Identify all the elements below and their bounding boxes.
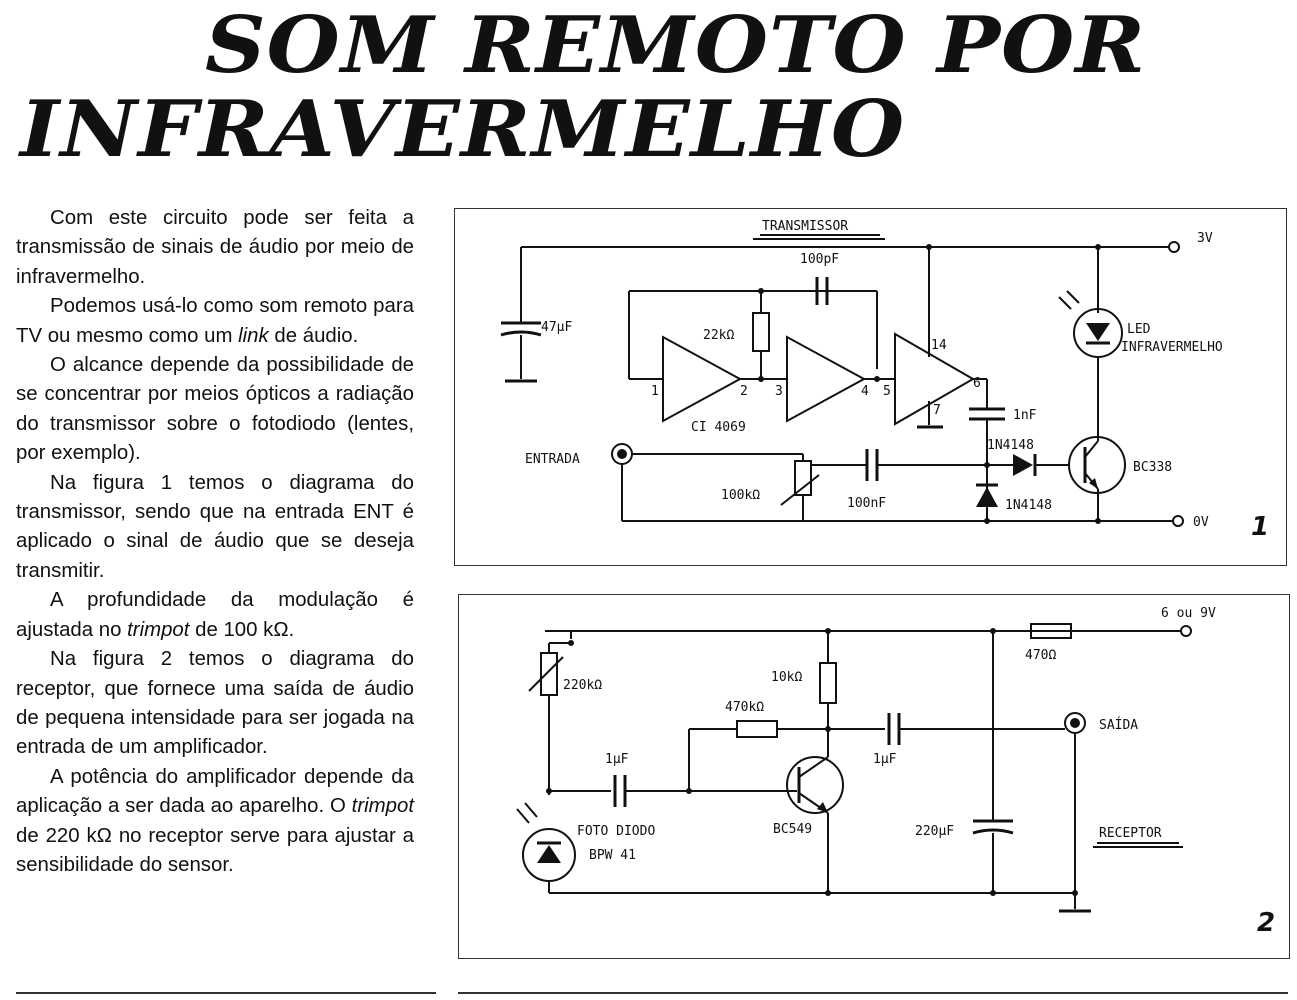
- receiver-schematic: [458, 594, 1290, 959]
- svg-text:470kΩ: 470kΩ: [725, 700, 765, 715]
- figure-2-number: 2: [1257, 908, 1276, 938]
- svg-text:100pF: 100pF: [800, 252, 840, 267]
- figure-1-number: 1: [1251, 512, 1270, 542]
- transmitter-circuit-drawing: [455, 209, 1286, 565]
- receiver-circuit-drawing: [459, 595, 1289, 958]
- paragraph-figure-2: Na figura 2 temos o diagrama do receptor, que fornece uma saída de áudio de pequena intensidade para ser jogada na entrada de um amplificador.: [16, 648, 414, 759]
- svg-text:FOTO DIODO: FOTO DIODO: [577, 824, 656, 839]
- svg-text:1N4148: 1N4148: [987, 438, 1034, 453]
- paragraph-usage: Podemos usá-lo como som remoto para TV ou mesmo como um link de áudio.: [16, 295, 414, 347]
- svg-text:6 ou 9V: 6 ou 9V: [1161, 606, 1216, 621]
- svg-text:14: 14: [931, 338, 947, 353]
- article-title-line-2: INFRAVERMELHO: [20, 83, 906, 175]
- svg-text:2: 2: [740, 384, 748, 399]
- svg-text:3: 3: [775, 384, 783, 399]
- supply-3v-label: 3V: [1197, 231, 1213, 246]
- svg-text:5: 5: [883, 384, 891, 399]
- transmitter-schematic: [454, 208, 1287, 566]
- article-title-line-1: SOM REMOTO POR: [205, 0, 1147, 91]
- svg-text:7: 7: [933, 403, 941, 418]
- svg-text:47μF: 47μF: [541, 320, 573, 335]
- svg-text:4: 4: [861, 384, 869, 399]
- svg-text:1μF: 1μF: [873, 752, 897, 767]
- resistor-10k: [820, 663, 836, 703]
- svg-text:BC338: BC338: [1133, 460, 1173, 475]
- svg-text:BC549: BC549: [773, 822, 813, 837]
- svg-text:1N4148: 1N4148: [1005, 498, 1052, 513]
- svg-text:CI 4069: CI 4069: [691, 420, 746, 435]
- svg-text:1: 1: [651, 384, 659, 399]
- footer-rule-left: [16, 992, 436, 994]
- svg-text:22kΩ: 22kΩ: [703, 328, 735, 343]
- trimpot-100k: [795, 461, 811, 495]
- svg-text:BPW 41: BPW 41: [589, 848, 636, 863]
- footer-rule-right: [458, 992, 1288, 994]
- svg-text:1μF: 1μF: [605, 752, 629, 767]
- paragraph-intro: Com este circuito pode ser feita a transmissão de sinais de áudio por meio de infravermelho.: [16, 207, 414, 288]
- transmitter-heading: TRANSMISSOR: [762, 219, 849, 234]
- trimpot-220k: [541, 653, 557, 695]
- diode-1n4148-shunt: [976, 487, 998, 507]
- resistor-22k: [753, 313, 769, 351]
- svg-text:0V: 0V: [1193, 515, 1209, 530]
- inverter-1: [663, 337, 740, 421]
- receiver-heading: RECEPTOR: [1099, 826, 1162, 841]
- paragraph-power: A potência do amplificador depende da aplicação a ser dada ao aparelho. O trimpot de 220 kΩ no receptor serve para ajustar a sensibilidade do sensor.: [16, 765, 414, 876]
- svg-text:1nF: 1nF: [1013, 408, 1037, 423]
- article-body: [16, 204, 414, 880]
- svg-text:100nF: 100nF: [847, 496, 887, 511]
- svg-text:LED: LED: [1127, 322, 1151, 337]
- resistor-470k: [737, 721, 777, 737]
- transistor-bc338: [1069, 437, 1125, 493]
- paragraph-figure-1: Na figura 1 temos o diagrama do transmissor, sendo que na entrada ENT é aplicado o sinal de áudio que se deseja transmitir.: [16, 471, 414, 582]
- ground-0v-terminal: [1173, 516, 1183, 526]
- svg-text:6: 6: [973, 376, 981, 391]
- svg-text:ENTRADA: ENTRADA: [525, 452, 580, 467]
- diode-1n4148-series: [1013, 454, 1033, 476]
- svg-text:220μF: 220μF: [915, 824, 955, 839]
- paragraph-range: O alcance depende da possibilidade de se concentrar por meios ópticos a radiação do transmissor sobre o fotodiodo (lentes, por exemplo).: [16, 354, 414, 465]
- paragraph-modulation: A profundidade da modulação é ajustada no trimpot de 100 kΩ.: [16, 589, 414, 641]
- svg-text:10kΩ: 10kΩ: [771, 670, 803, 685]
- supply-terminal: [1181, 626, 1191, 636]
- svg-text:INFRAVERMELHO: INFRAVERMELHO: [1121, 340, 1223, 355]
- svg-text:SAÍDA: SAÍDA: [1099, 718, 1139, 733]
- svg-text:470Ω: 470Ω: [1025, 648, 1057, 663]
- inverter-2: [787, 337, 864, 421]
- svg-text:100kΩ: 100kΩ: [721, 488, 761, 503]
- svg-text:220kΩ: 220kΩ: [563, 678, 603, 693]
- supply-3v-terminal: [1169, 242, 1179, 252]
